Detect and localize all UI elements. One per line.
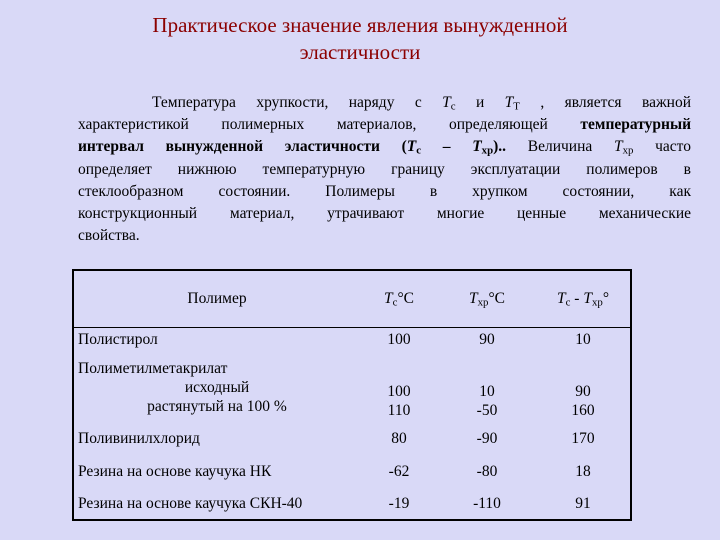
body-paragraph [78, 92, 691, 247]
row-txp: 90 [479, 331, 495, 348]
symbol-t: T [468, 290, 478, 307]
paragraph-line-2 [78, 114, 691, 136]
table-row [73, 352, 631, 423]
row-tc: -62 [388, 463, 410, 480]
value: -50 [476, 402, 498, 419]
symbol-t: T [556, 290, 566, 307]
unit: °C [488, 290, 505, 307]
row-name [73, 352, 360, 423]
title-line-1: Практическое значение явления вынужденной [152, 13, 568, 37]
table-header-row [73, 270, 631, 328]
row-tc [360, 352, 438, 423]
symbol-t: T [504, 94, 514, 111]
table-row [73, 423, 631, 455]
row-diff [536, 352, 631, 423]
paragraph-line-7: свойства. [78, 227, 140, 245]
row-diff: 10 [575, 331, 591, 348]
symbol-t: T [583, 290, 592, 307]
row-txp: -90 [476, 430, 498, 447]
text-span: часто [633, 138, 691, 156]
paragraph-line-3 [78, 136, 691, 158]
row-diff: 91 [575, 495, 591, 512]
row-name: Полистирол [78, 331, 158, 348]
subscript: хр [622, 145, 634, 158]
paragraph-line-6: конструкционный материал, утрачивают многие ценные механические [78, 205, 691, 223]
table-row [73, 328, 631, 353]
text-span: - [570, 290, 584, 307]
subscript: хр [481, 145, 494, 158]
subscript: c [565, 296, 571, 309]
unit: ° [602, 290, 610, 307]
symbol-t: T [406, 138, 417, 156]
polymer-temperature-table [72, 269, 632, 521]
subscript: c [450, 100, 456, 113]
paragraph-line-1 [78, 92, 691, 114]
row-diff: 18 [575, 463, 591, 480]
subscript: T [513, 100, 520, 113]
bold-text: – [421, 138, 473, 156]
row-name: Поливинилхлорид [78, 430, 200, 447]
bold-text: ).. [493, 138, 507, 156]
symbol-t: T [613, 138, 623, 156]
value: 90 [575, 383, 591, 400]
bold-text: интервал вынужденной эластичности ( [78, 138, 407, 156]
symbol-t: T [442, 94, 451, 111]
symbol-t: T [472, 138, 482, 156]
row-txp [438, 352, 536, 423]
text-span: характеристикой полимерных материалов, определяющей [78, 116, 581, 134]
paragraph-line-4: определяет нижнюю температурную границу эксплуатации полимеров в [78, 160, 691, 178]
row-name: Резина на основе каучука СКН-40 [78, 495, 303, 512]
row-name: Резина на основе каучука НК [78, 463, 272, 480]
text-span: и [455, 94, 505, 111]
subscript: c [392, 296, 398, 309]
text-span: Величина [506, 138, 614, 156]
text-span: Температура хрупкости, наряду с [152, 94, 443, 111]
row-diff: 170 [571, 430, 595, 447]
bold-text: температурный [580, 116, 691, 134]
value: 10 [479, 383, 495, 400]
subscript: хр [477, 296, 489, 309]
text-span: , является важной [519, 94, 691, 111]
value: 100 [387, 383, 411, 400]
subscript: хр [591, 296, 603, 309]
slide-title [0, 12, 720, 66]
subscript: c [416, 145, 422, 158]
header-diff [536, 270, 631, 328]
row-name-main: Полиметилметакрилат [78, 360, 228, 377]
row-name-sub-1: исходный [184, 379, 250, 396]
unit: °C [397, 290, 414, 307]
row-name-sub-2: растянутый на 100 % [147, 398, 287, 415]
row-txp: -80 [476, 463, 498, 480]
header-txp [438, 270, 536, 328]
paragraph-line-5: стеклообразном состоянии. Полимеры в хрупком состоянии, как [78, 182, 691, 200]
header-polymer: Полимер [73, 270, 360, 328]
table-row [73, 489, 631, 520]
table-row [73, 455, 631, 489]
value: 110 [387, 402, 411, 419]
value: 160 [571, 402, 595, 419]
row-txp: -110 [473, 495, 501, 512]
row-tc: -19 [388, 495, 410, 512]
symbol-t: T [384, 290, 393, 307]
title-line-2: эластичности [299, 40, 421, 64]
row-tc: 80 [391, 430, 407, 447]
row-tc: 100 [387, 331, 411, 348]
header-tc [360, 270, 438, 328]
